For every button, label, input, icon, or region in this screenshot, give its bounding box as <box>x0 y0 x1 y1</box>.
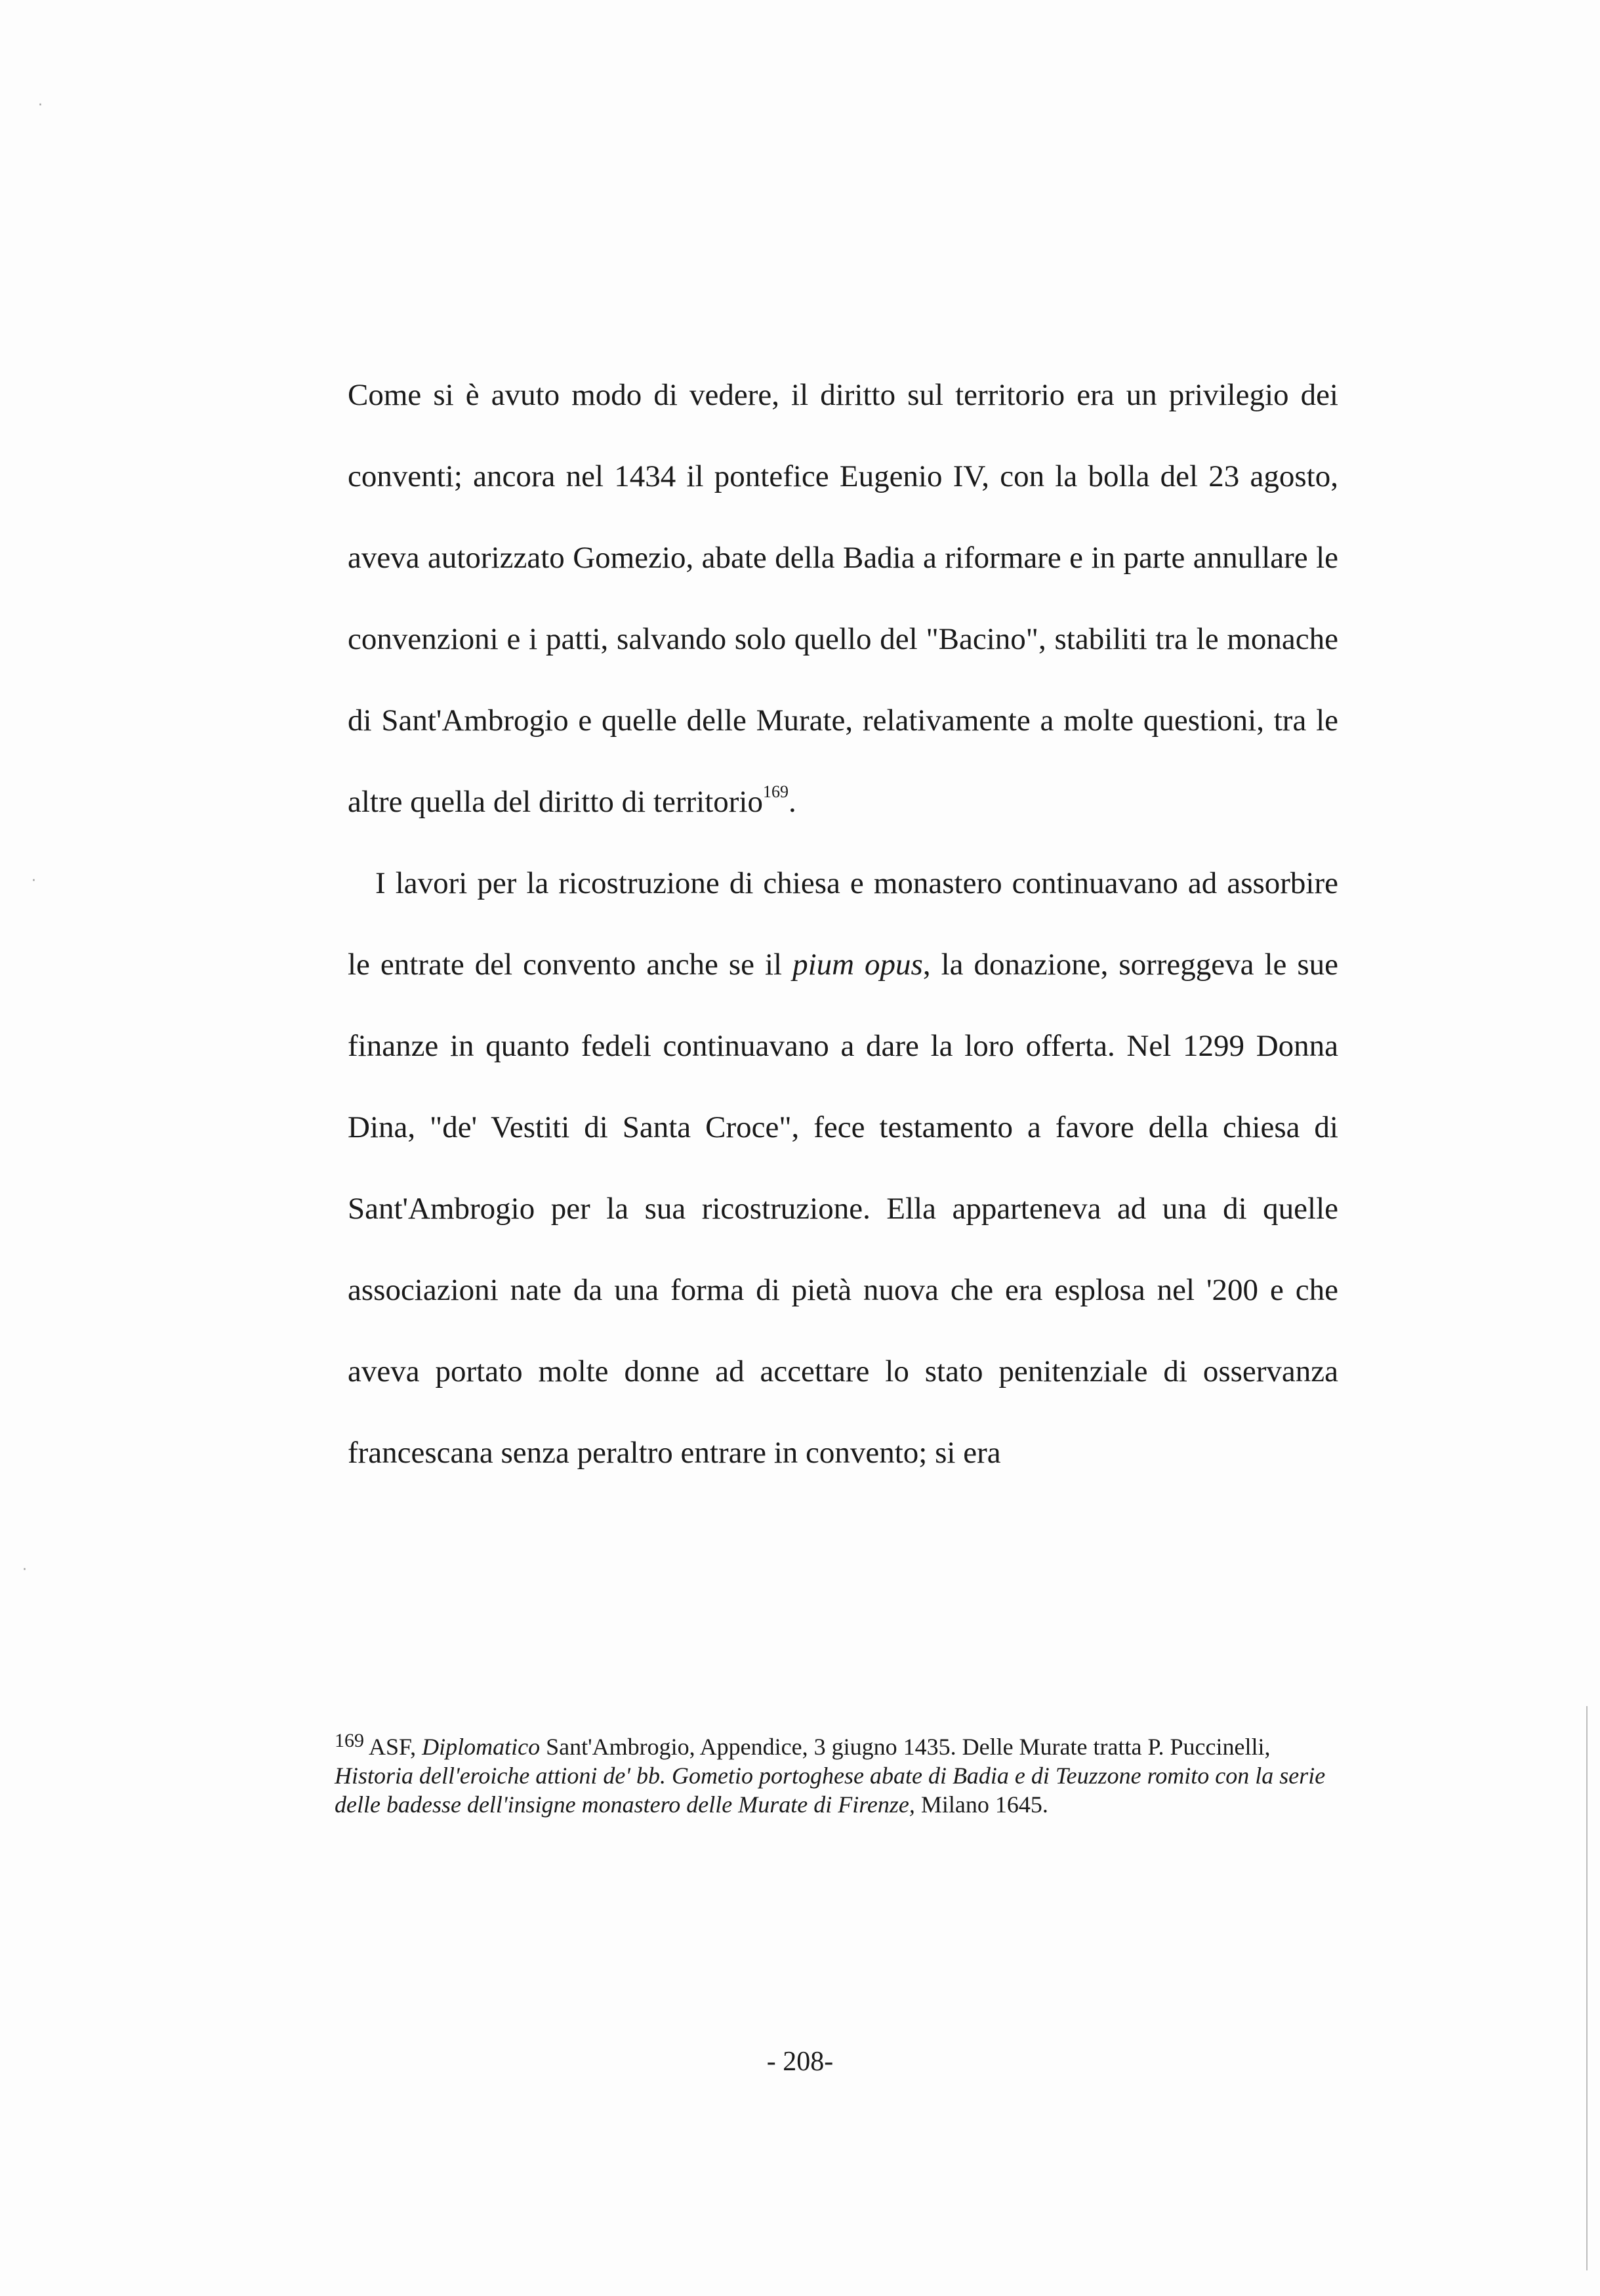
paragraph-text: I lavori per la ricostruzione di chiesa e monastero continuavano ad assorbire le entrate del convento anche se il <box>348 866 1338 982</box>
paragraph-text: Come si è avuto modo di vedere, il diritto sul territorio era un privilegio dei conventi; ancora nel 1434 il pontefice Eugenio IV, con la bolla del 23 agosto, aveva autorizzato Gomezio, abate della Badia a riformare e in parte annullare le convenzioni e i patti, salvando solo quello del "Bacino", stabiliti tra le monache di Sant'Ambrogio e quelle delle Murate, relativamente a molte questioni, tra le altre quella del diritto di territorio <box>348 378 1338 819</box>
footnote-text: Milano 1645. <box>914 1791 1048 1818</box>
paragraph-text: . <box>789 785 796 819</box>
footnote-italic: Historia dell'eroiche attioni de' bb. Gometio portoghese abate di Badia e di Teuzzone romito con la serie delle badesse dell'insigne monastero delle Murate di Firenze, <box>335 1763 1326 1818</box>
body-text <box>348 354 1338 1493</box>
scan-speck: · <box>38 97 43 114</box>
page-number: - 208- <box>766 2047 834 2077</box>
scan-speck: · <box>31 873 36 889</box>
scan-speck: · <box>22 1562 27 1578</box>
footnote-reference: 169 <box>763 782 789 801</box>
paragraph <box>348 843 1338 1493</box>
latin-phrase: pium opus <box>792 948 923 982</box>
scan-edge-line <box>1586 1706 1588 2270</box>
footnote-number: 169 <box>335 1730 364 1751</box>
footnote-text: ASF, <box>364 1734 422 1760</box>
footnote-text: Sant'Ambrogio, Appendice, 3 giugno 1435. Delle Murate tratta P. Puccinelli, <box>540 1734 1271 1760</box>
footnote <box>335 1732 1332 1819</box>
paragraph <box>348 354 1338 843</box>
paragraph-text: , la donazione, sorreggeva le sue finanze in quanto fedeli continuavano a dare la loro offerta. Nel 1299 Donna Dina, "de' Vestiti di Santa Croce", fece testamento a favore della chiesa di Sant'Ambrogio per la sua ricostruzione. Ella apparteneva ad una di quelle associazioni nate da una forma di pietà nuova che era esplosa nel '200 e che aveva portato molte donne ad accettare lo stato penitenziale di osservanza francescana senza peraltro entrare in convento; si era <box>348 948 1338 1470</box>
footnote-italic: Diplomatico <box>422 1734 541 1760</box>
